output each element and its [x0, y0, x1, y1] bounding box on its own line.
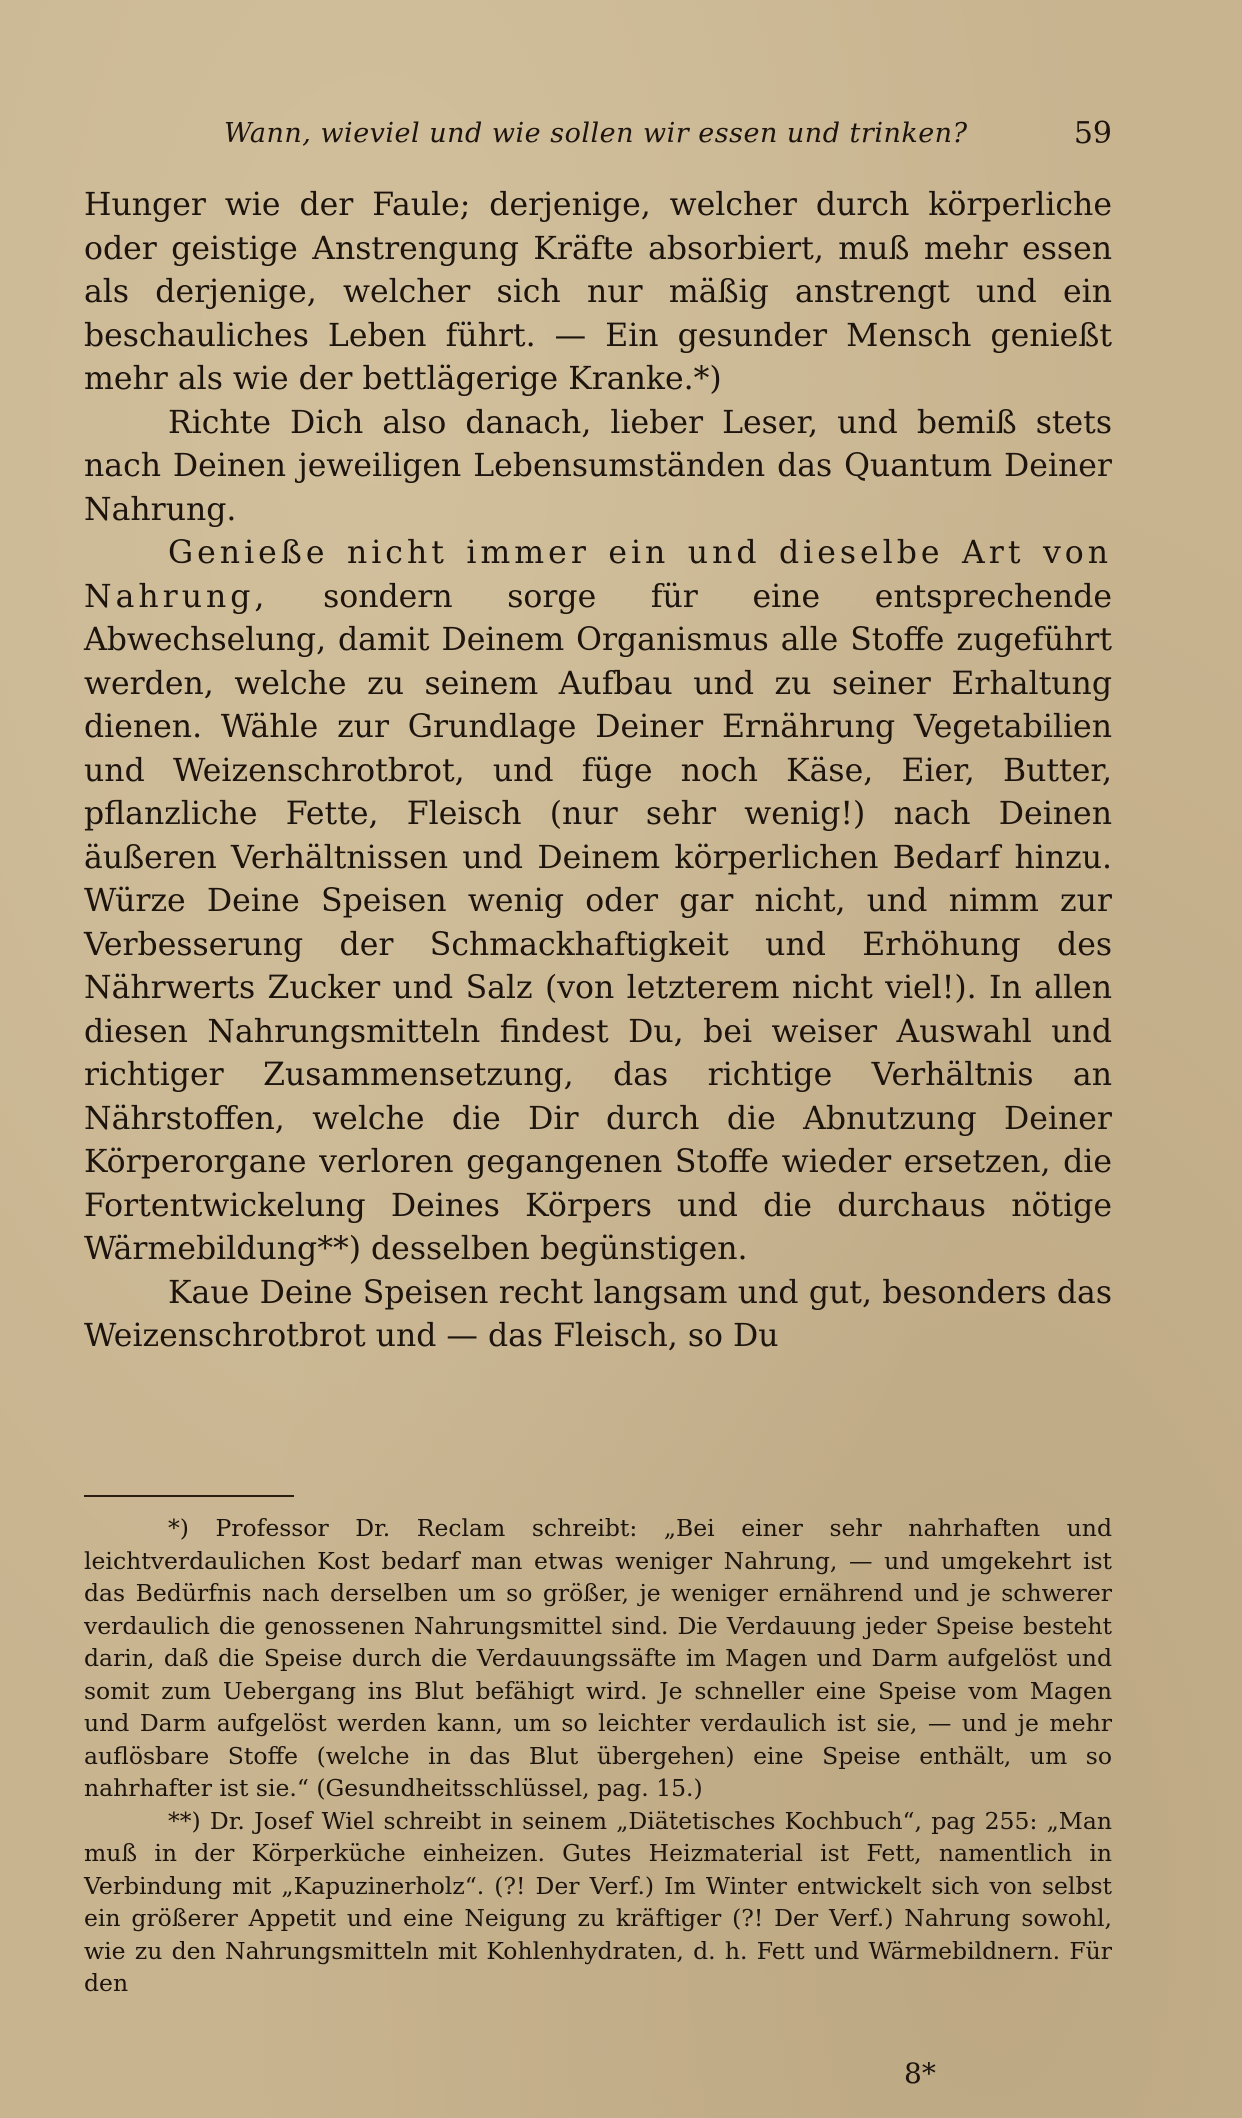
paragraph-1: Hunger wie der Faule; derjenige, welcher durch körperliche oder geistige Anstrengung Kräfte absorbiert, muß mehr essen als derjenige, welcher sich nur mäßig anstrengt und ein beschauliches Leben führt. — Ein gesunder Mensch genießt mehr als wie der bettlägerige Kranke.*) — [84, 187, 1112, 397]
running-head: Wann, wieviel und wie sollen wir essen und trinken? — [224, 118, 968, 149]
main-text — [84, 184, 1112, 1359]
page-header — [84, 112, 1112, 160]
paragraph-3-text: sondern sorge für eine entsprechende Abwechselung, damit Deinem Organismus alle Stoffe zugeführt werden, welche zu seinem Aufbau und zu seiner Erhaltung dienen. Wähle zur Grundlage Deiner Ernährung Vegetabilien und Weizenschrotbrot, und füge noch Käse, Eier, Butter, pflanzliche Fette, Fleisch (nur sehr wenig!) nach Deinen äußeren Verhältnissen und Deinem körperlichen Bedarf hinzu. Würze Deine Speisen wenig oder gar nicht, und nimm zur Verbesserung der Schmackhaftigkeit und Erhöhung des Nährwerts Zucker und Salz (von letzterem nicht viel!). In allen diesen Nahrungsmitteln findest Du, bei weiser Auswahl und richtiger Zusammensetzung, das richtige Verhältnis an Nährstoffen, welche die Dir durch die Abnutzung Deiner Körperorgane verloren gegangenen Stoffe wieder ersetzen, die Fortentwickelung Deines Körpers und die durchaus nötige Wärmebildung**) desselben begünstigen. — [84, 578, 1112, 1267]
footnotes — [84, 1512, 1112, 2000]
signature-mark: 8* — [904, 2057, 936, 2090]
page-number: 59 — [1073, 116, 1112, 151]
paragraph-4: Kaue Deine Speisen recht langsam und gut, besonders das Weizenschrotbrot und — das Fleisch, so Du — [84, 1274, 1112, 1354]
book-page — [84, 112, 1112, 2090]
paragraph-3 — [84, 532, 1112, 1272]
paragraph-2: Richte Dich also danach, lieber Leser, und bemiß stets nach Deinen jeweiligen Lebensumständen das Quantum Deiner Nahrung. — [84, 404, 1112, 528]
footnote-rule — [84, 1495, 294, 1497]
paragraph-3-emphasis: Genieße nicht immer ein und dieselbe Art von Nahrung, — [84, 535, 1112, 615]
footnote-1: *) Professor Dr. Reclam schreibt: „Bei einer sehr nahrhaften und leichtverdaulichen Kost bedarf man etwas weniger Nahrung, — und umgekehrt ist das Bedürfnis nach derselben um so größer, je weniger ernährend und je schwerer verdaulich die genossenen Nahrungsmittel sind. Die Verdauung jeder Speise besteht darin, daß die Speise durch die Verdauungssäfte im Magen und Darm aufgelöst und somit zum Uebergang ins Blut befähigt wird. Je schneller eine Speise vom Magen und Darm aufgelöst werden kann, um so leichter verdaulich ist sie, — und je mehr auflösbare Stoffe (welche in das Blut übergehen) eine Speise enthält, um so nahrhafter ist sie.“ (Gesundheitsschlüssel, pag. 15.) — [84, 1514, 1112, 1802]
footnote-2: **) Dr. Josef Wiel schreibt in seinem „Diätetisches Kochbuch“, pag 255: „Man muß in der Körperküche einheizen. Gutes Heizmaterial ist Fett, namentlich in Verbindung mit „Kapuzinerholz“. (?! Der Verf.) Im Winter entwickelt sich von selbst ein größerer Appetit und eine Neigung zu kräftiger (?! Der Verf.) Nahrung sowohl, wie zu den Nahrungsmitteln mit Kohlenhydraten, d. h. Fett und Wärmebildnern. Für den — [84, 1806, 1112, 1997]
